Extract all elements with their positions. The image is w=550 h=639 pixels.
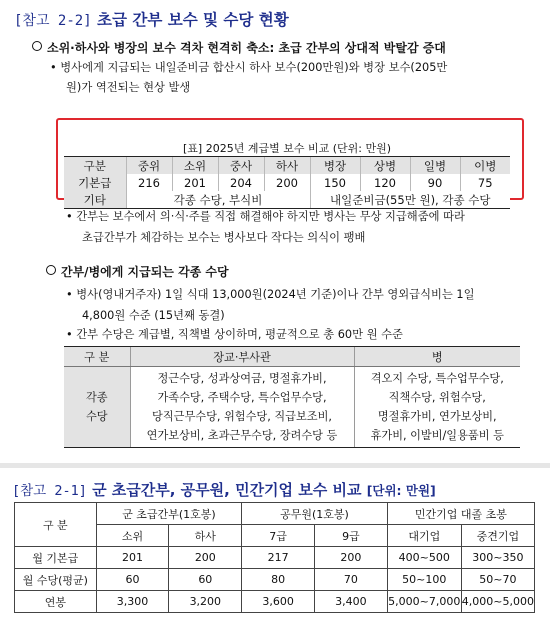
section-2-ref: [참고 2-1] <box>12 483 87 499</box>
section-title-text: 초급 간부 보수 및 수당 현황 <box>97 11 289 29</box>
table-row <box>15 591 535 613</box>
subheader-cell: 대기업 <box>387 525 461 547</box>
row-label-line: 각종 <box>85 391 108 404</box>
table-cell: 3,200 <box>169 591 242 613</box>
corner-cell: 구 분 <box>15 503 97 547</box>
table-cell: 200 <box>169 547 242 569</box>
bullet-2-line-2: 초급간부가 체감하는 보수는 병사보다 작다는 의식이 팽배 <box>82 231 366 244</box>
row-label: 기타 <box>64 191 126 209</box>
row-label: 연봉 <box>15 591 97 613</box>
table-cell: 60 <box>96 569 169 591</box>
table-cell: 내일준비금(55만 원), 각종 수당 <box>310 191 510 209</box>
header-cell: 구분 <box>64 157 126 175</box>
section-2-unit: [단위: 만원] <box>366 483 436 498</box>
section-title <box>14 8 289 30</box>
section-ref: [참고 2-2] <box>14 13 92 29</box>
subheading-1 <box>32 39 446 56</box>
table-cell: 150 <box>310 174 360 191</box>
bullet-1-line-2: 원)가 역전되는 현상 발생 <box>66 81 191 94</box>
salary-table-2025 <box>64 139 510 209</box>
row-label <box>64 367 130 448</box>
header-cell: 구 분 <box>64 347 130 367</box>
header-cell: 병장 <box>310 157 360 175</box>
table-cell: 3,300 <box>96 591 169 613</box>
row-label: 기본급 <box>64 174 126 191</box>
subheading-2 <box>46 263 229 280</box>
subheader-cell: 소위 <box>96 525 169 547</box>
table-cell: 120 <box>360 174 410 191</box>
table-cell: 217 <box>242 547 315 569</box>
header-cell: 상병 <box>360 157 410 175</box>
allowance-line: 연가보상비, 초과근무수당, 장려수당 등 <box>146 429 338 442</box>
subheader-cell: 중견기업 <box>461 525 534 547</box>
bullet-4: • 간부 수당은 계급별, 직책별 상이하며, 평균적으로 총 60만 원 수준 <box>66 328 403 341</box>
table-cell: 201 <box>96 547 169 569</box>
bullet-1-line-1: • 병사에게 지급되는 내일준비금 합산시 하사 보수(200만원)와 병장 보수(205만 <box>50 61 448 74</box>
table-cell: 50~70 <box>461 569 534 591</box>
allowance-line: 명절휴가비, 연가보상비, <box>377 410 497 423</box>
table-cell: 50~100 <box>387 569 461 591</box>
group-header: 공무원(1호봉) <box>242 503 388 525</box>
table-cell: 300~350 <box>461 547 534 569</box>
row-label-line: 수당 <box>85 410 108 423</box>
salary-comparison-table <box>14 502 535 613</box>
table-cell: 60 <box>169 569 242 591</box>
header-cell: 이병 <box>460 157 510 175</box>
header-cell: 장교·부사관 <box>130 347 354 367</box>
table-row <box>15 547 535 569</box>
table-cell: 200 <box>264 174 310 191</box>
row-label: 월 수당(평균) <box>15 569 97 591</box>
header-cell: 하사 <box>264 157 310 175</box>
allowance-table <box>64 346 520 448</box>
table-cell: 90 <box>410 174 460 191</box>
table-cell: 각종 수당, 부식비 <box>126 191 310 209</box>
allowance-line: 격오지 수당, 특수업무수당, <box>370 372 504 385</box>
allowance-line: 직책수당, 위험수당, <box>388 391 486 404</box>
table-cell: 400~500 <box>387 547 461 569</box>
table-cell: 70 <box>314 569 387 591</box>
bullet-3-line-2: 4,800원 수준 (15년째 동결) <box>82 309 225 322</box>
subheader-cell: 9급 <box>314 525 387 547</box>
group-header: 민간기업 대졸 초봉 <box>387 503 534 525</box>
header-cell: 중사 <box>218 157 264 175</box>
table-cell: 4,000~5,000 <box>461 591 534 613</box>
row-label: 월 기본급 <box>15 547 97 569</box>
bullet-2-line-1: • 간부는 보수에서 의·식·주를 직접 해결해야 하지만 병사는 무상 지급해줌에 따라 <box>66 210 465 223</box>
section-divider <box>0 463 550 468</box>
table-cell: 5,000~7,000 <box>387 591 461 613</box>
table-cell: 200 <box>314 547 387 569</box>
group-header: 군 초급간부(1호봉) <box>96 503 242 525</box>
table-caption: [표] 2025년 계급별 보수 비교 (단위: 만원) <box>64 139 510 157</box>
allowance-line: 가족수당, 주택수당, 특수업무수당, <box>157 391 327 404</box>
header-cell: 병 <box>354 347 520 367</box>
soldier-allowances <box>354 367 520 448</box>
table-cell: 204 <box>218 174 264 191</box>
table-cell: 201 <box>172 174 218 191</box>
allowance-line: 정근수당, 성과상여금, 명절휴가비, <box>157 372 327 385</box>
allowance-line: 휴가비, 이발비/일용품비 등 <box>370 429 504 442</box>
header-cell: 일병 <box>410 157 460 175</box>
table-cell: 80 <box>242 569 315 591</box>
header-cell: 소위 <box>172 157 218 175</box>
section-2-title <box>12 479 436 500</box>
bullet-3-line-1: • 병사(영내거주자) 1일 식대 13,000원(2024년 기준)이나 간부 영외급식비는 1일 <box>66 288 475 301</box>
table-cell: 216 <box>126 174 172 191</box>
table-cell: 75 <box>460 174 510 191</box>
header-cell: 중위 <box>126 157 172 175</box>
subheading-1-text: 소위·하사와 병장의 보수 격차 현격히 축소: 초급 간부의 상대적 박탈감 증대 <box>47 41 446 55</box>
allowance-line: 당직근무수당, 위험수당, 직급보조비, <box>152 410 332 423</box>
table-cell: 3,400 <box>314 591 387 613</box>
hollow-circle-icon <box>46 265 56 275</box>
subheading-2-text: 간부/병에게 지급되는 각종 수당 <box>61 265 229 279</box>
subheader-cell: 7급 <box>242 525 315 547</box>
officer-allowances <box>130 367 354 448</box>
subheader-cell: 하사 <box>169 525 242 547</box>
hollow-circle-icon <box>32 41 42 51</box>
table-row <box>15 569 535 591</box>
section-2-title-text: 군 초급간부, 공무원, 민간기업 보수 비교 <box>92 481 362 499</box>
table-cell: 3,600 <box>242 591 315 613</box>
